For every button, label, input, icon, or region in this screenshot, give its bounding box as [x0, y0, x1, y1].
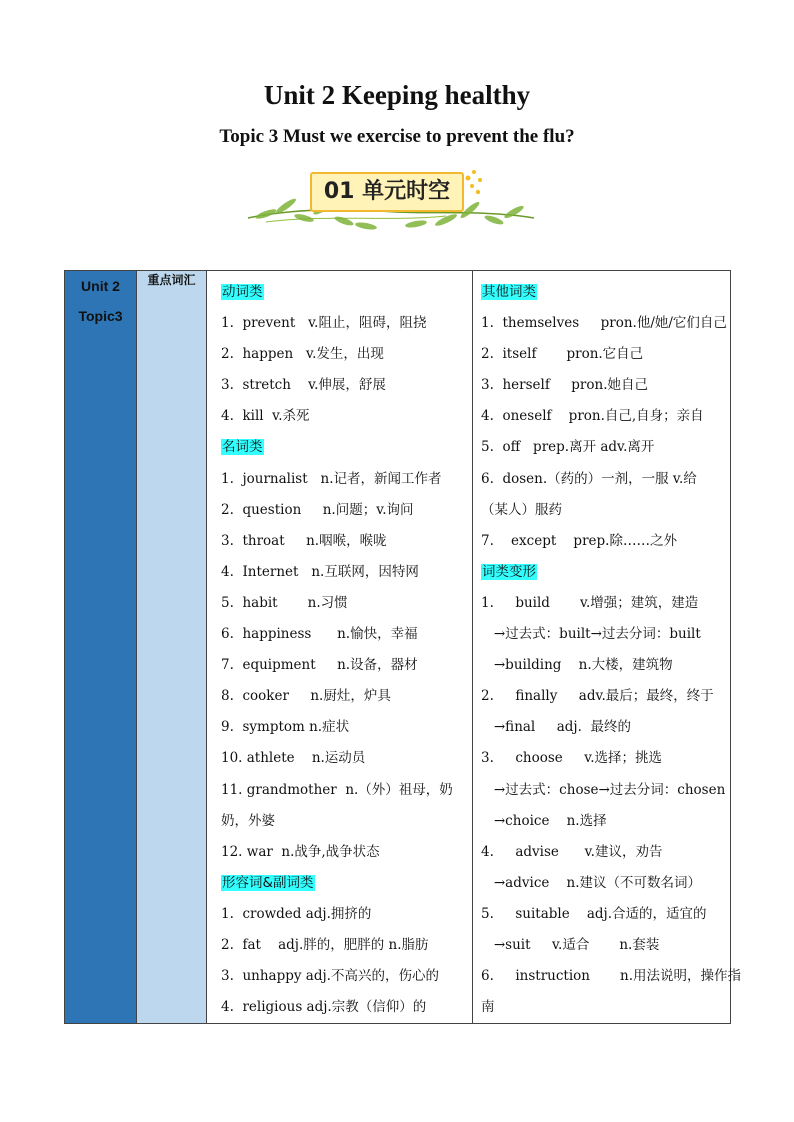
vocab-line — [481, 961, 741, 992]
vocab-line — [221, 899, 462, 930]
vocab-line — [481, 992, 722, 1023]
vocab-text: 3. choose v.选择；挑选 — [481, 750, 663, 767]
vocab-text: →suit v.适合 n.套装 — [481, 936, 660, 953]
vocab-text: 1. themselves pron.他/她/它们自己 — [481, 315, 727, 332]
vocab-line — [221, 837, 462, 868]
vocab-text: 6. happiness n.愉快，幸福 — [221, 626, 418, 643]
vocab-text: 1. crowded adj.拥挤的 — [221, 905, 372, 922]
vocab-line — [481, 681, 722, 712]
vocab-line — [481, 743, 722, 774]
vocab-line — [481, 868, 722, 899]
section-heading — [481, 557, 722, 588]
vocab-line — [221, 806, 462, 837]
heading-text: 名词类 — [222, 439, 263, 456]
section-banner — [246, 166, 536, 238]
vocab-text: 7. except prep.除……之外 — [481, 532, 677, 549]
vocab-line — [481, 712, 722, 743]
vocab-line — [481, 432, 722, 463]
vocab-line — [221, 930, 462, 961]
vocab-text: 2. fat adj.胖的，肥胖的 n.脂肪 — [221, 936, 429, 953]
page-subtitle: Topic 3 Must we exercise to prevent the flu? — [219, 126, 575, 147]
heading-text: 动词类 — [222, 284, 263, 300]
vocab-line — [221, 557, 462, 588]
vocab-text: →choice n.选择 — [481, 812, 607, 829]
vocab-text: 12. war n.战争,战争状态 — [221, 843, 380, 860]
left-vocab-cell — [207, 271, 473, 1024]
vocab-text: 2. finally adv.最后；最终，终于 — [481, 688, 714, 705]
vocab-line — [221, 743, 462, 774]
vocab-line — [221, 401, 462, 432]
vocab-line — [221, 464, 462, 495]
vocab-line — [221, 308, 462, 339]
vocab-line — [481, 899, 722, 930]
vocab-line — [481, 526, 722, 557]
vocab-text: 1. build v.增强；建筑，建造 — [481, 594, 699, 611]
vocab-text: 5. habit n.习惯 — [221, 594, 348, 611]
section-heading — [221, 432, 462, 463]
vocab-line — [221, 339, 462, 370]
vocab-text: 4. religious adj.宗教（信仰）的 — [221, 999, 427, 1016]
vocab-text: 3. unhappy adj.不高兴的，伤心的 — [221, 968, 439, 985]
vocab-text: →building n.大楼，建筑物 — [481, 657, 673, 674]
vocab-text: 7. equipment n.设备，器材 — [221, 657, 418, 674]
vocab-text: 10. athlete n.运动员 — [221, 750, 366, 767]
vocab-text: 2. itself pron.它自己 — [481, 346, 644, 363]
vocab-text: →advice n.建议（不可数名词） — [481, 874, 702, 891]
vocab-line — [481, 401, 722, 432]
vocab-line — [481, 588, 722, 619]
vocab-text: 5. suitable adj.合适的，适宜的 — [481, 905, 707, 922]
vocab-text: 11. grandmother n.（外）祖母，奶 — [221, 781, 453, 798]
vocab-text: 4. advise v.建议，劝告 — [481, 843, 663, 860]
vocab-text: 6. instruction n.用法说明，操作指 — [481, 968, 741, 985]
section-heading — [221, 277, 462, 308]
vocab-text: 9. symptom n.症状 — [221, 719, 350, 736]
vocab-line — [221, 961, 462, 992]
vocab-line — [481, 775, 726, 806]
vocab-line — [221, 526, 462, 557]
heading-text: 其他词类 — [482, 284, 536, 300]
vocab-line — [481, 650, 722, 681]
vocab-line — [481, 370, 722, 401]
vocab-text: 3. throat n.咽喉，喉咙 — [221, 532, 387, 549]
vocab-text: 3. herself pron.她自己 — [481, 377, 648, 394]
vocab-text: →过去式：built→过去分词：built — [481, 626, 701, 643]
vocab-text: 5. off prep.离开 adv.离开 — [481, 439, 655, 456]
vocab-line — [481, 837, 722, 868]
vocab-text: 4. Internet n.互联网，因特网 — [221, 563, 419, 580]
vocab-text: →final adj. 最终的 — [481, 719, 631, 736]
vocab-line — [221, 495, 462, 526]
vocab-line — [221, 619, 462, 650]
vocab-text: 2. happen v.发生，出现 — [221, 346, 384, 363]
vocab-line — [481, 806, 722, 837]
unit-cell — [65, 271, 137, 1024]
vocab-text: 2. question n.问题；v.询问 — [221, 501, 414, 518]
vocab-line — [221, 370, 462, 401]
vocab-text: 4. kill v.杀死 — [221, 408, 310, 425]
vocab-line — [221, 712, 462, 743]
vocab-line — [481, 308, 727, 339]
vocab-line — [221, 992, 462, 1023]
vocab-line — [481, 464, 722, 495]
vocab-line — [221, 650, 462, 681]
vocab-text: （某人）服药 — [481, 501, 562, 518]
page-title: Unit 2 Keeping healthy — [263, 80, 531, 110]
heading-text: 形容词&副词类 — [222, 874, 314, 891]
vocab-line — [481, 339, 722, 370]
vocab-line — [481, 495, 722, 526]
right-vocab-cell — [473, 271, 741, 1024]
vocab-text: 4. oneself pron.自己,自身；亲自 — [481, 408, 704, 425]
vocab-text: 奶，外婆 — [221, 812, 275, 829]
vocab-line — [221, 681, 462, 712]
section-heading — [221, 868, 462, 899]
unit-label: Unit 2 — [81, 278, 120, 294]
vocab-line — [481, 930, 722, 961]
section-heading — [481, 277, 722, 308]
vocab-text: 1. prevent v.阻止，阻碍，阻挠 — [221, 315, 427, 332]
vocab-text: 1. journalist n.记者，新闻工作者 — [221, 470, 442, 487]
vocab-text: →过去式：chose→过去分词：chosen — [481, 781, 726, 798]
vocab-line — [481, 619, 722, 650]
vocab-text: 3. stretch v.伸展，舒展 — [221, 377, 386, 394]
heading-text: 词类变形 — [482, 563, 536, 580]
table-row — [65, 271, 731, 1024]
category-cell: 重点词汇 — [137, 271, 207, 1024]
vocabulary-table — [64, 270, 741, 1024]
vocab-text: 6. dosen.（药的）一剂，一服 v.给 — [481, 470, 697, 487]
vocab-line — [221, 775, 462, 806]
vocab-text: 8. cooker n.厨灶，炉具 — [221, 688, 391, 705]
vocab-line — [221, 588, 462, 619]
topic-label: Topic3 — [78, 308, 123, 324]
section-label: 01 单元时空 — [310, 172, 464, 212]
vocab-text: 南 — [481, 999, 495, 1016]
